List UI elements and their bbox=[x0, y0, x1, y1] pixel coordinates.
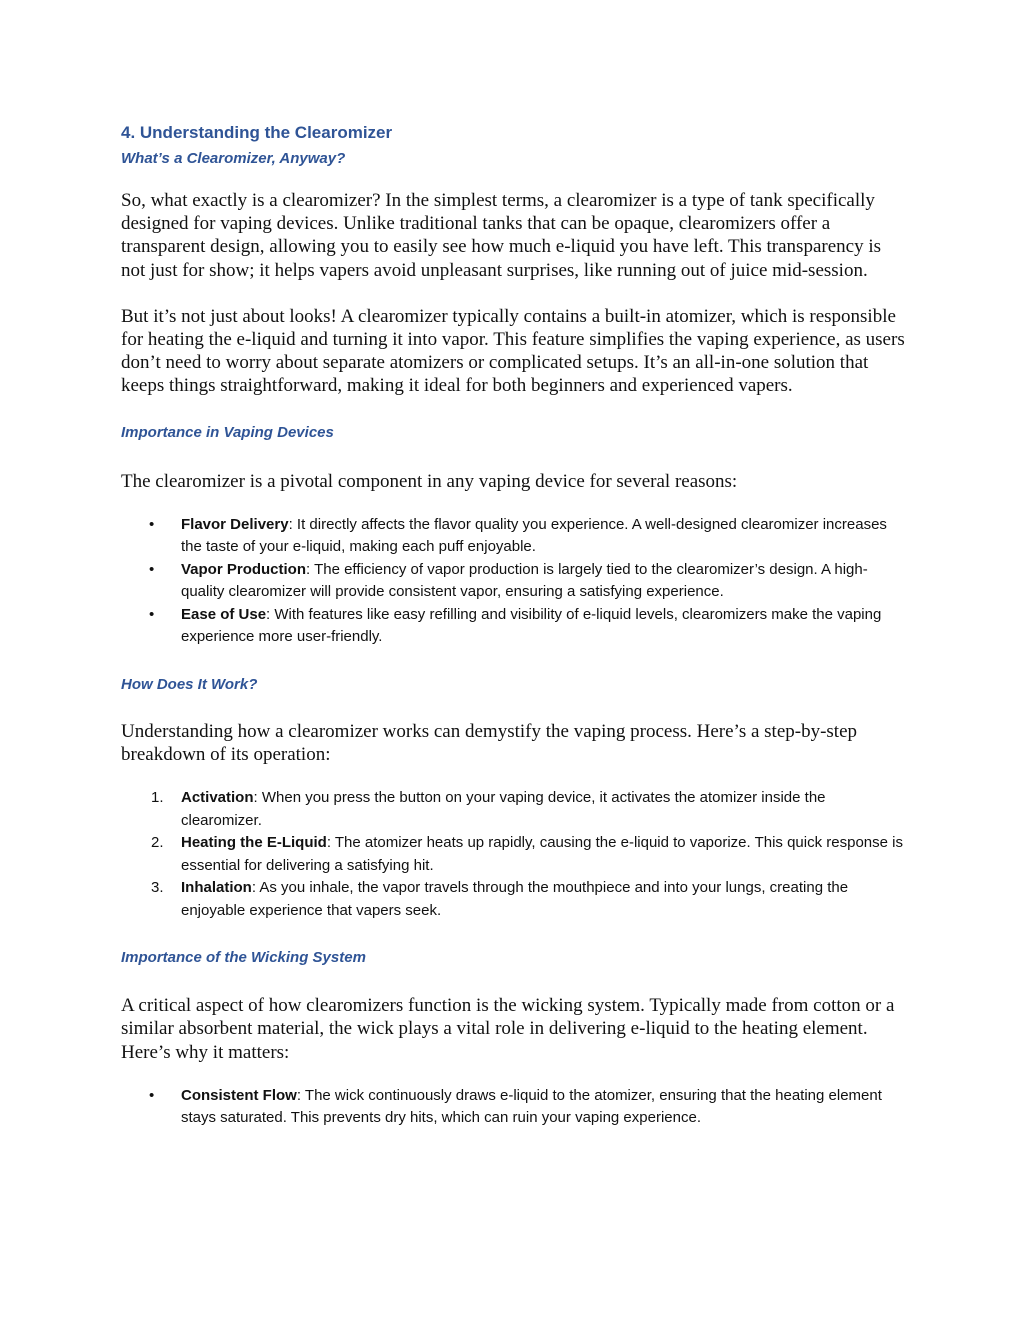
number-marker: 3. bbox=[151, 879, 164, 897]
importance-list bbox=[121, 514, 906, 649]
bullet-marker: • bbox=[149, 515, 155, 533]
list-item bbox=[121, 787, 906, 832]
list-item bbox=[121, 877, 906, 922]
paragraph-what-1: So, what exactly is a clearomizer? In the simplest terms, a clearomizer is a type of tank specifically designed for vaping devices. Unlike traditional tanks that can be opaque, clearomizers offer a transparent design, allowing you to easily see how much e-liquid you have left. This transparency is not just for show; it helps vapers avoid unpleasant surprises, like running out of juice mid-session. bbox=[121, 190, 881, 281]
paragraph-how-intro: Understanding how a clearomizer works can demystify the vaping process. Here’s a step-by-step breakdown of its operation: bbox=[121, 720, 858, 766]
steps-list bbox=[121, 787, 906, 922]
bullet-marker: • bbox=[149, 605, 155, 623]
list-item-text: : The efficiency of vapor production is largely tied to the clearomizer’s design. A high-quality clearomizer will provide consistent vapor, ensuring a satisfying experience. bbox=[181, 560, 868, 601]
list-item-term: Inhalation bbox=[181, 879, 252, 897]
list-item-text: : With features like easy refilling and visibility of e-liquid levels, clearomizers make the vaping experience more user-friendly. bbox=[181, 605, 882, 646]
bullet-marker: • bbox=[149, 1086, 155, 1104]
bullet-marker: • bbox=[149, 560, 155, 578]
list-item-text: : It directly affects the flavor quality you experience. A well-designed clearomizer increases the taste of your e-liquid, making each puff enjoyable. bbox=[181, 515, 887, 556]
subheading-how-it-works: How Does It Work? bbox=[121, 675, 258, 693]
list-item-text: : As you inhale, the vapor travels through the mouthpiece and into your lungs, creating the enjoyable experience that vapers seek. bbox=[181, 879, 849, 919]
paragraph-importance-intro: The clearomizer is a pivotal component in any vaping device for several reasons: bbox=[121, 470, 738, 492]
list-item-text: : The atomizer heats up rapidly, causing the e-liquid to vaporize. This quick response is essential for delivering a satisfying hit. bbox=[181, 834, 903, 874]
list-item-text: : The wick continuously draws e-liquid to the atomizer, ensuring that the heating element stays saturated. This prevents dry hits, which can ruin your vaping experience. bbox=[181, 1086, 882, 1127]
list-item-term: Flavor Delivery bbox=[181, 515, 289, 533]
wicking-list bbox=[121, 1085, 906, 1130]
list-item bbox=[121, 832, 906, 877]
paragraph-what-2: But it’s not just about looks! A clearomizer typically contains a built-in atomizer, which is responsible for heating the e-liquid and turning it into vapor. This feature simplifies the vaping experience, as users don’t need to worry about separate atomizers or complicated setups. It’s an all-in-one solution that keeps things straightforward, making it ideal for both beginners and experienced vapers. bbox=[121, 305, 905, 397]
list-item-term: Ease of Use bbox=[181, 605, 267, 623]
document-page bbox=[121, 120, 906, 1130]
list-item-term: Activation bbox=[181, 789, 254, 807]
number-marker: 1. bbox=[151, 789, 164, 807]
subheading-wicking: Importance of the Wicking System bbox=[121, 949, 366, 967]
list-item-term: Consistent Flow bbox=[181, 1086, 297, 1104]
list-item bbox=[121, 514, 906, 559]
number-marker: 2. bbox=[151, 834, 164, 852]
list-item bbox=[121, 1085, 906, 1130]
paragraph-wicking-intro: A critical aspect of how clearomizers function is the wicking system. Typically made from cotton or a similar absorbent material, the wick plays a vital role in delivering e-liquid to the heating element. Here’s why it matters: bbox=[121, 995, 895, 1063]
list-item-term: Heating the E-Liquid bbox=[181, 834, 327, 852]
subheading-importance: Importance in Vaping Devices bbox=[121, 423, 334, 441]
subheading-what-is: What’s a Clearomizer, Anyway? bbox=[121, 150, 346, 167]
section-heading: 4. Understanding the Clearomizer bbox=[121, 123, 393, 142]
list-item bbox=[121, 604, 906, 649]
list-item bbox=[121, 559, 906, 604]
list-item-text: : When you press the button on your vaping device, it activates the atomizer inside the clearomizer. bbox=[181, 789, 826, 829]
list-item-term: Vapor Production bbox=[181, 560, 307, 578]
